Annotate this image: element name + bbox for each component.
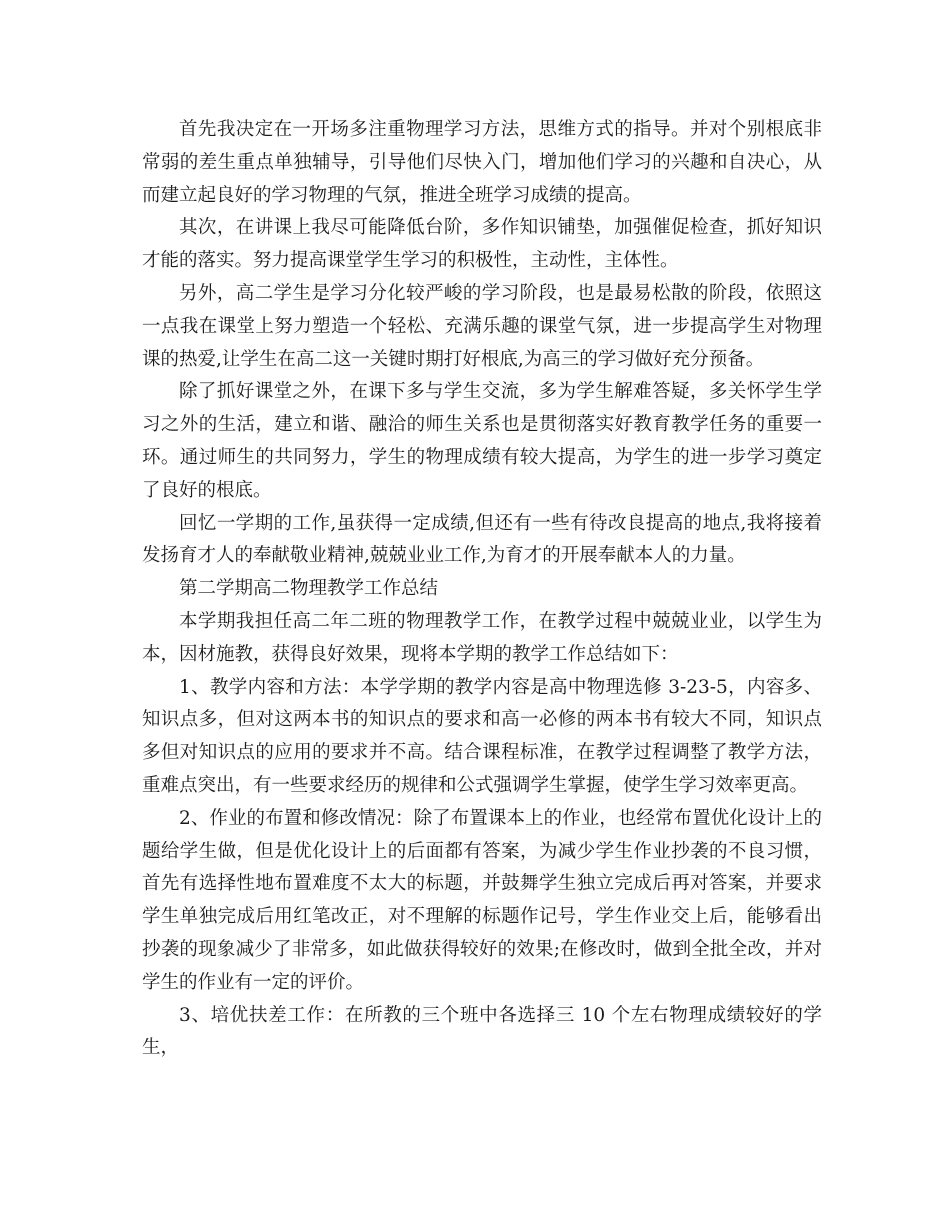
paragraph: 2、作业的布置和修改情况：除了布置课本上的作业，也经常布置优化设计上的题给学生做，但是优化设计上的后面都有答案，为减少学生作业抄袭的不良习惯，首先有选择性地布置难度不太大的标题，并鼓舞学生独立完成后再对答案，并要求学生单独完成后用红笔改正，对不理解的标题作记号，学生作业交上后，能够看出抄袭的现象减少了非常多，如此做获得较好的效果;在修改时，做到全批全改，并对学生的作业有一定的评价。 — [142, 807, 822, 993]
paragraph: 本学期我担任高二年二班的物理教学工作，在教学过程中兢兢业业，以学生为本，因材施教，获得良好效果，现将本学期的教学工作总结如下： — [142, 610, 822, 665]
paragraph: 回忆一学期的工作,虽获得一定成绩,但还有一些有待改良提高的地点,我将接着发扬育才人的奉献敬业精神,兢兢业业工作,为育才的开展奉献本人的力量。 — [142, 512, 822, 567]
paragraph: 其次，在讲课上我尽可能降低台阶，多作知识铺垫，加强催促检查，抓好知识才能的落实。努力提高课堂学生学习的积极性，主动性，主体性。 — [142, 217, 822, 272]
document-body — [142, 114, 822, 1065]
paragraph: 首先我决定在一开场多注重物理学习方法，思维方式的指导。并对个别根底非常弱的差生重点单独辅导，引导他们尽快入门，增加他们学习的兴趣和自决心，从而建立起良好的学习物理的气氛，推进全班学习成绩的提高。 — [142, 119, 822, 206]
paragraph: 除了抓好课堂之外，在课下多与学生交流，多为学生解难答疑，多关怀学生学习之外的生活，建立和谐、融洽的师生关系也是贯彻落实好教育教学任务的重要一环。通过师生的共同努力，学生的物理成绩有较大提高，为学生的进一步学习奠定了良好的根底。 — [142, 381, 822, 501]
paragraph: 3、培优扶差工作：在所教的三个班中各选择三 10 个左右物理成绩较好的学生， — [142, 1004, 822, 1059]
section-heading: 第二学期高二物理教学工作总结 — [179, 578, 439, 600]
paragraph: 另外，高二学生是学习分化较严峻的学习阶段，也是最易松散的阶段，依照这一点我在课堂上努力塑造一个轻松、充满乐趣的课堂气氛，进一步提高学生对物理课的热爱,让学生在高二这一关键时期打好根底,为高三的学习做好充分预备。 — [142, 282, 822, 370]
paragraph: 1、教学内容和方法：本学学期的教学内容是高中物理选修 3-23-5，内容多、知识点多，但对这两本书的知识点的要求和高一必修的两本书有较大不同，知识点多但对知识点的应用的要求并不高。结合课程标准，在教学过程调整了教学方法，重难点突出，有一些要求经历的规律和公式强调学生掌握，使学生学习效率更高。 — [142, 676, 822, 796]
